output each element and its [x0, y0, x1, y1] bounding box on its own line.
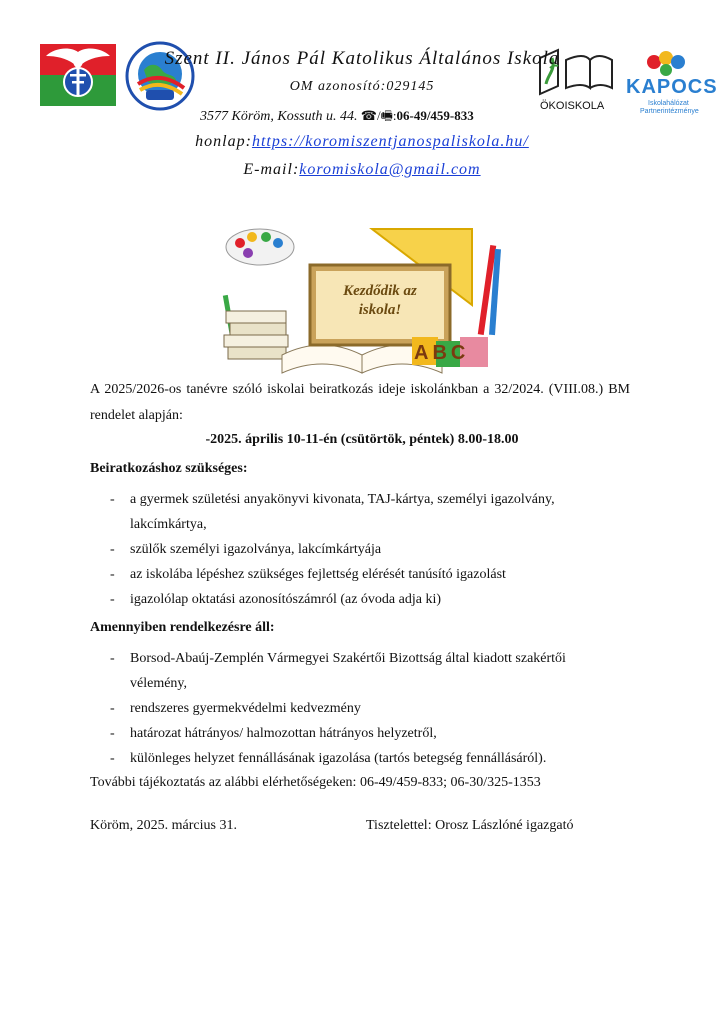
intro-paragraph: A 2025/2026-os tanévre szóló iskolai beiratkozás ideje iskolánkban a 32/2024. (VIII.08.) BM rendelet alapján: — [90, 382, 630, 423]
place-date: Köröm, 2025. március 31. — [90, 818, 237, 833]
list-item: - a gyermek születési anyakönyvi kivonata, TAJ-kártya, személyi igazolvány, lakcímkártya, — [90, 487, 610, 537]
required-heading: Beiratkozáshoz szükséges: — [90, 461, 248, 476]
optional-heading: Amennyiben rendelkezésre áll: — [90, 620, 275, 635]
signature: Tisztelettel: Orosz Lászlóné igazgató — [366, 818, 574, 833]
web-link[interactable]: https://koromiszentjanospaliskola.hu/ — [251, 133, 529, 150]
kapocs-sub2: Partnerintézménye — [640, 108, 699, 115]
list-item: - az iskolába lépéshez szükséges fejlettség elérését tanúsító igazolást — [90, 562, 610, 587]
kapocs-sub1: Iskolahálózat — [648, 100, 689, 107]
om-value: 029145 — [386, 79, 435, 94]
list-item: - rendszeres gyermekvédelmi kedvezmény — [90, 696, 610, 721]
school-name: Szent II. János Pál Katolikus Általános Iskola — [164, 48, 560, 69]
okoiskola-label: ÖKOISKOLA — [540, 100, 605, 112]
enrollment-dates: -2025. április 10-11-én (csütörtök, péntek) 8.00-18.00 — [205, 432, 519, 447]
web-line — [0, 133, 724, 151]
list-item: - Borsod-Abaúj-Zemplén Vármegyei Szakértői Bizottság által kiadott szakértői vélemény, — [90, 646, 610, 696]
email-label: E-mail: — [243, 161, 300, 178]
contact-info: További tájékoztatás az alábbi elérhetőségeken: 06-49/459-833; 06-30/325-1353 — [90, 775, 541, 790]
email-link[interactable]: koromiskola@gmail.com — [299, 161, 481, 178]
banner-abc: ABC — [414, 342, 470, 364]
phone-icon: ☎/🖷: — [360, 108, 397, 123]
address-line — [200, 107, 530, 129]
address: 3577 Köröm, Kossuth u. 44. — [200, 109, 358, 124]
banner-text — [316, 282, 444, 320]
phone: 06-49/459-833 — [396, 108, 474, 123]
email-line — [0, 161, 724, 179]
list-item: - különleges helyzet fennállásának igazolása (tartós betegség fennállásáról). — [90, 746, 610, 771]
om-label: OM azonosító: — [289, 79, 387, 94]
web-label: honlap: — [195, 133, 252, 150]
list-item: - szülők személyi igazolványa, lakcímkártyája — [90, 537, 610, 562]
optional-list — [90, 646, 610, 771]
banner-line2: iskola! — [358, 302, 402, 318]
kapocs-label: KAPOCS — [626, 76, 718, 98]
required-list — [90, 487, 610, 612]
list-item: - igazolólap oktatási azonosítószámról (az óvoda adja ki) — [90, 587, 610, 612]
om-line — [0, 79, 724, 95]
banner-line1: Kezdődik az — [343, 283, 417, 299]
list-item: - határozat hátrányos/ halmozottan hátrányos helyzetről, — [90, 721, 610, 746]
